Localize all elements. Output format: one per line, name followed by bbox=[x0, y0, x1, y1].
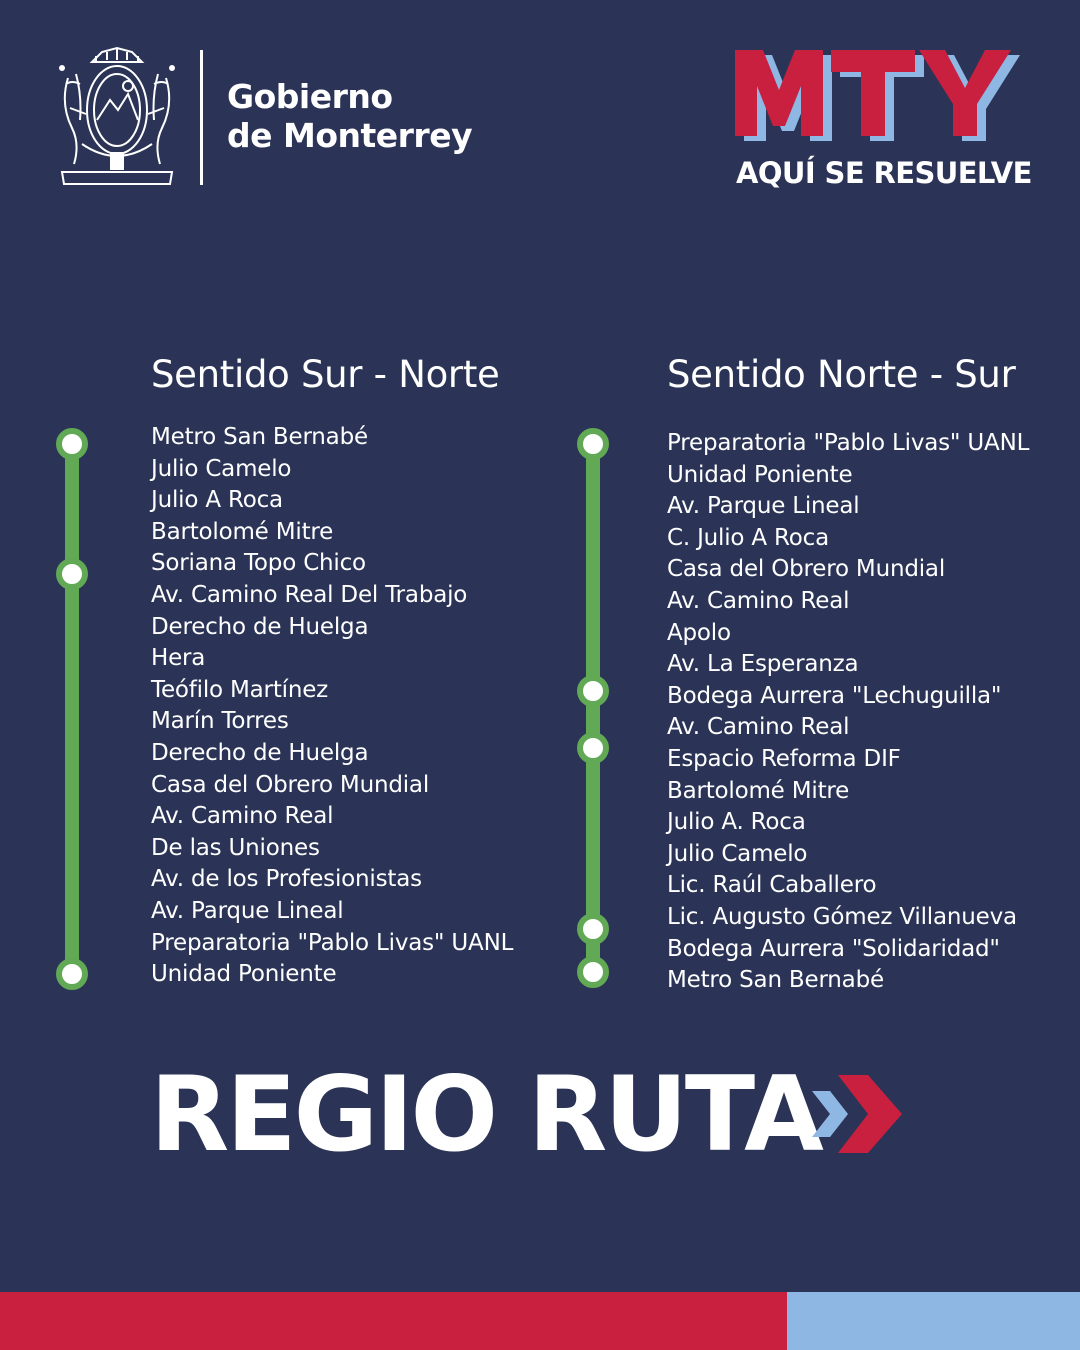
stop-item: Av. Camino Real bbox=[667, 714, 850, 741]
route-title-norte-sur: Sentido Norte - Sur bbox=[667, 353, 1016, 396]
stop-item: Teófilo Martínez bbox=[151, 676, 329, 703]
stop-item: Av. La Esperanza bbox=[667, 651, 859, 678]
stop-item: Bartolomé Mitre bbox=[667, 777, 850, 804]
stop-item: Preparatoria "Pablo Livas" UANL bbox=[667, 430, 1030, 456]
stop-item: Julio A. Roca bbox=[667, 809, 806, 836]
stop-item: Apolo bbox=[667, 619, 731, 646]
stop-item: Julio Camelo bbox=[667, 840, 808, 867]
stop-item: Av. Parque Lineal bbox=[151, 897, 344, 924]
stop-item: Av. Parque Lineal bbox=[667, 493, 860, 520]
stop-item: Casa del Obrero Mundial bbox=[667, 556, 946, 583]
stop-item: Preparatoria "Pablo Livas" UANL bbox=[151, 929, 514, 956]
route-line-norte-sur bbox=[571, 0, 615, 1000]
stop-item: Av. Camino Real Del Trabajo bbox=[151, 581, 468, 608]
route-stop-marker bbox=[59, 561, 85, 587]
stop-item: Derecho de Huelga bbox=[151, 613, 369, 640]
government-name-line2: de Monterrey bbox=[227, 116, 473, 155]
stop-item: De las Uniones bbox=[151, 834, 320, 861]
route-title-sur-norte: Sentido Sur - Norte bbox=[151, 353, 500, 396]
stop-item: Casa del Obrero Mundial bbox=[151, 771, 430, 798]
government-name-line1: Gobierno bbox=[227, 77, 393, 116]
stop-item: Julio Camelo bbox=[151, 455, 292, 482]
stop-item: Av. de los Profesionistas bbox=[151, 866, 422, 893]
route-stop-marker bbox=[580, 735, 606, 761]
stop-item: Lic. Raúl Caballero bbox=[667, 872, 877, 899]
stop-item: Derecho de Huelga bbox=[151, 739, 369, 766]
stop-item: Metro San Bernabé bbox=[667, 967, 884, 994]
regio-ruta-title: REGIO RUTA bbox=[150, 1055, 821, 1175]
route-stop-marker bbox=[580, 431, 606, 457]
footer-bar-red bbox=[0, 1292, 787, 1350]
stop-item: C. Julio A Roca bbox=[667, 524, 830, 551]
mty-tagline: AQUÍ SE RESUELVE bbox=[736, 156, 1032, 190]
route-stop-marker bbox=[580, 678, 606, 704]
stop-item: Metro San Bernabé bbox=[151, 424, 368, 450]
stop-item: Espacio Reforma DIF bbox=[667, 745, 901, 772]
stop-item: Hera bbox=[151, 645, 206, 672]
route-line-sur-norte bbox=[50, 0, 94, 1000]
route-stop-marker bbox=[59, 961, 85, 987]
stop-item: Bartolomé Mitre bbox=[151, 518, 334, 545]
stop-item: Unidad Poniente bbox=[151, 961, 337, 988]
stop-item: Marín Torres bbox=[151, 708, 289, 735]
stop-item: Lic. Augusto Gómez Villanueva bbox=[667, 903, 1017, 930]
route-stop-marker bbox=[580, 916, 606, 942]
route-stop-marker bbox=[580, 959, 606, 985]
stop-item: Bodega Aurrera "Solidaridad" bbox=[667, 935, 1000, 962]
stop-item: Av. Camino Real bbox=[151, 803, 334, 830]
route-stop-marker bbox=[59, 431, 85, 457]
stop-item: Soriana Topo Chico bbox=[151, 550, 366, 577]
stop-list-sur-norte bbox=[151, 422, 513, 991]
stop-item: Av. Camino Real bbox=[667, 587, 850, 614]
mty-logo bbox=[733, 42, 1033, 152]
stop-item: Bodega Aurrera "Lechuguilla" bbox=[667, 682, 1002, 709]
stop-list-norte-sur bbox=[667, 428, 1029, 997]
stop-item: Unidad Poniente bbox=[667, 461, 853, 488]
footer-bar-blue bbox=[787, 1292, 1080, 1350]
double-chevron-right-icon bbox=[810, 1073, 905, 1155]
header-divider bbox=[200, 50, 203, 185]
stop-item: Julio A Roca bbox=[151, 487, 283, 514]
